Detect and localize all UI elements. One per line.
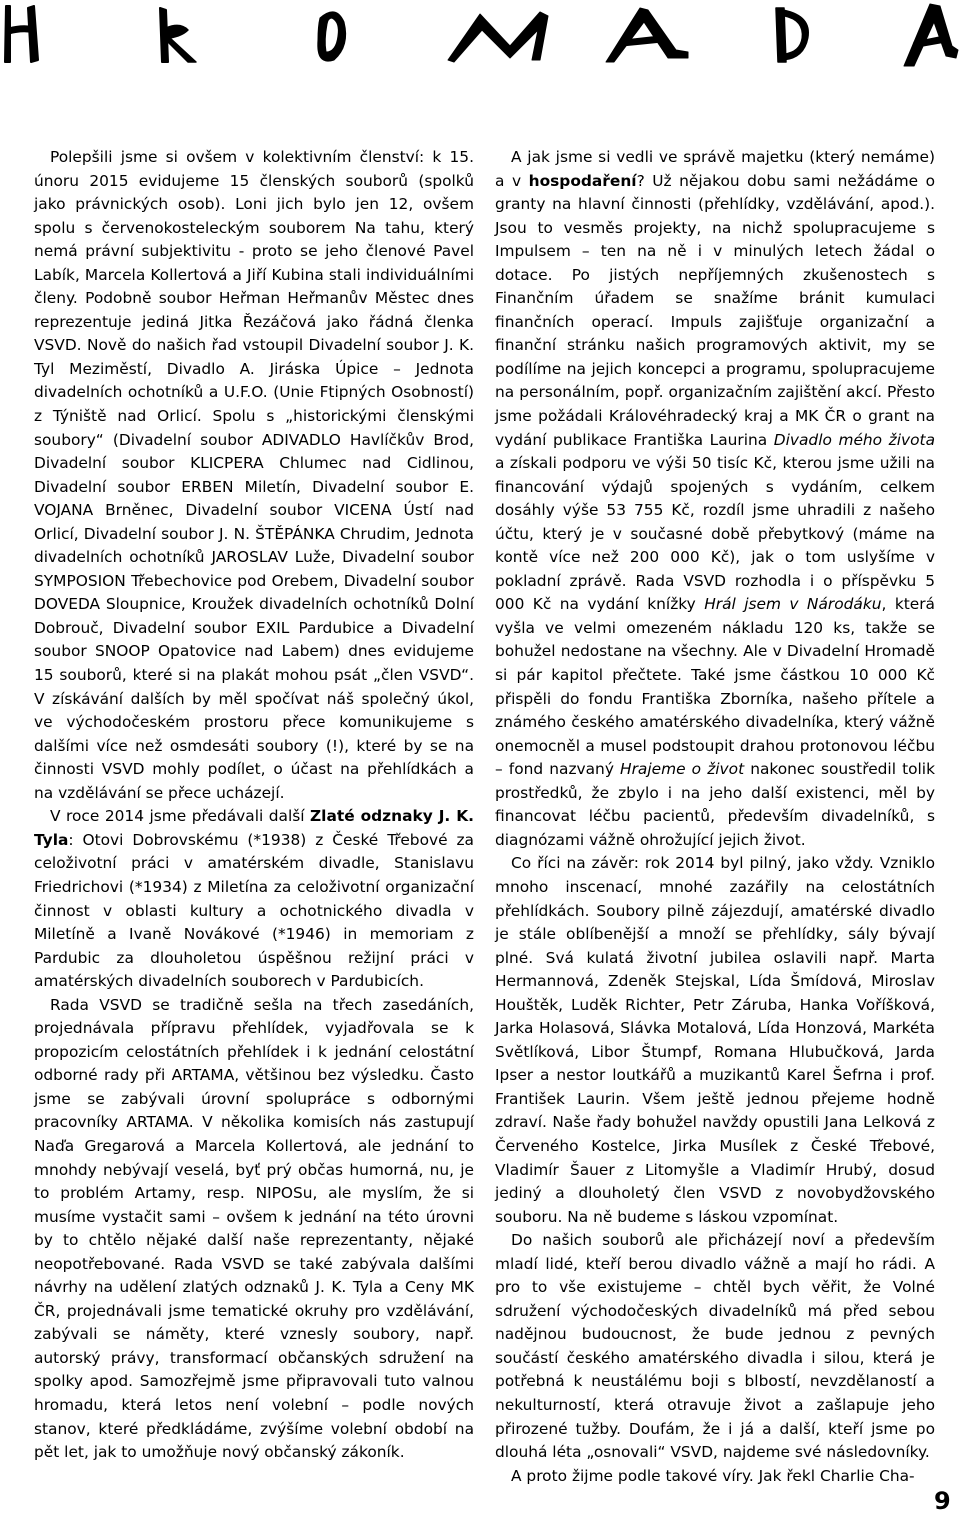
article-column-left: [34, 146, 474, 1465]
hromada-logo-art: [0, 0, 960, 76]
paragraph-conclusion: Co říci na závěr: rok 2014 byl pilný, jako vždy. Vzniklo mnoho inscenací, mnohé zazářily na celostátních přehlídkách. Soubory pilně zájezdují, amatérské divadlo je stále oblíbenější a množí se přehlídky, sály bývají plné. Svá kulatá životní jubilea oslavili např. Marta Hermannová, Zdeněk Stejskal, Lída Šmídová, Miroslav Houštěk, Luděk Richter, Petr Záruba, Hanka Voříšková, Jarka Holasová, Slávka Motalová, Lída Honzová, Markéta Světlíková, Libor Štumpf, Romana Hlubučková, Jarda Ipser a nestor loutkářů a muzikantů Karel Šefrna i prof. František Laurin. Všem ještě jednou přejeme hodně zdraví. Naše řady bohužel navždy opustili Jana Lelková z Červeného Kostelce, Jirka Musílek z České Třebové, Vladimír Šauer z Litomyšle a Vladimír Hrubý, dosud jediný a dlouholetý člen VSVD z novobydžovského souboru. Na ně budeme s láskou vzpomínat.: [495, 854, 935, 1226]
text-run: nakonec soustředil tolik prostředků, že zbylo i na jeho další existenci, měl by financovat léčbu pacientů, především divadelníků, s diagnózami vážně ohrožující jejich život.: [495, 760, 936, 849]
paragraph-awards: [34, 805, 474, 993]
italic-title-book-2: Hrál jsem v Národáku: [704, 595, 882, 614]
italic-title-fund: Hrajeme o život: [620, 760, 745, 779]
italic-title-book-1: Divadlo mého života: [773, 430, 935, 449]
text-run: : Otovi Dobrovskému (*1938) z České Třebové za celoživotní práci v amatérském divadle, Stanislavu Friedrichovi (*1934) z Miletína za celoživotní organizační činnost v oblasti kultury a ochotnického divadla v Miletíně a Ivaně Novákové (*1946) in memoriam z Pardubic za dlouholetou úspěšnou režijní práci v amatérských divadelních souborech v Pardubicích.: [34, 830, 474, 991]
paragraph-finances: [495, 146, 935, 852]
text-run: a získali podporu ve výši 50 tisíc Kč, kterou jsme užili na financování výdajů spojených s vydáním, celkem dosáhly výše 53 755 Kč, rozdíl jsme uhradili z našeho účtu, který je v současné době přebytkový (máme na kontě více než 200 000 Kč), jak o tom uslyšíme v pokladní zprávě. Rada VSVD rozhodla i o příspěvku 5 000 Kč na vydání knížky: [495, 454, 935, 614]
page-number: 9: [934, 1487, 951, 1515]
text-run: V roce 2014 jsme předávali další: [50, 807, 311, 826]
text-run: , která vyšla ve velmi omezeném nákladu 120 ks, takže se bohužel nedostane na všechny. Ale v Divadelní Hromadě si pár kapitol přečtete. Také jsme částkou 10 000 Kč přispěli do fondu Františka Zborníka, našeho přítele a známého českého amatérského divadelníka, který vážně onemocněl a musel podstoupit drahou protonovou léčbu – fond nazvaný: [495, 595, 935, 779]
bold-phrase-awards: Zlaté odznaky J. K. Tyla: [34, 807, 474, 849]
text-run: A jak jsme si vedli ve správě majetku (který nemáme) a v: [495, 148, 935, 190]
paragraph-future: Do našich souborů ale přicházejí noví a především mladí lidé, kteří berou divadlo vážně a mají ho rádi. A pro to vše existujeme – chtěl bych věřit, že Volné sdružení východočeských divadelníků má před sebou nadějnou budoucnost, že bude jednou z pevných součástí českého amatérského divadla i silou, která je potřebná k neustálému boji s blbostí, nevzdělaností a nekulturností, která otravuje život a zašlapuje jeho přirozené tužby. Doufám, že i já a další, kteří jsme po dlouhá léta „osnovali“ VSVD, najdeme své následovníky.: [495, 1231, 935, 1462]
paragraph-closing: A proto žijme podle takové víry. Jak řekl Charlie Cha-: [511, 1466, 915, 1485]
paragraph-council: Rada VSVD se tradičně sešla na třech zasedáních, projednávala přípravu přehlídek, vyjadřovala se k propozicím celostátních přehlídek i k jednání celostátní odborné rady při ARTAMA, většinou bez výsledku. Často jsme se zabývali úrovní spolupráce s odbornými pracovníky ARTAMA. V několika komisích nás zastupují Naďa Gregarová a Marcela Kollertová, ale jednání to mnohdy nebývají veselá, byť prý občas humorná, nu, je to problém Artamy, resp. NIPOSu, ale myslím, že si musíme vystačit sami – ovšem k jednání na této úrovni by to chtělo nějaké další naše reprezentanty, nějaké neopotřebované. Rada VSVD se také zabývala dalšími návrhy na udělení zlatých odznaků J. K. Tyla a Ceny MK ČR, projednávali jsme tematické okruhy pro vzdělávání, zabývali se náměty, které vznesly soubory, např. autorský právy, transformací občanských sdružení na spolky apod. Samozřejmě jsme připravovali tuto valnou hromadu, která letos není volební – podle nových stanov, které předkládáme, zvýšíme volební období na pět let, jak to umožňuje nový občanský zákoník.: [34, 995, 474, 1462]
bold-phrase-finances: hospodaření: [528, 171, 637, 190]
text-run: ? Už nějakou dobu sami nežádáme o granty na hlavní činnosti (přehlídky, vzdělávání, apod.). Jsou to vesměs projekty, na nichž spolupracujeme s Impulsem – ten na ně i v minulých letech žádal o dotace. Po jistých nepříjemných zkušenostech s Finančním úřadem se snažíme bránit kumulaci finančních operací. Impuls zajišťuje organizační a finanční stránku našich programových aktivit, my se podílíme na jejich koncepci a programu, spolupracujeme na personálním, popř. organizačním zajištění akcí. Přesto jsme požádali Královéhradecký kraj a MK ČR o grant na vydání publikace Františka Laurina: [495, 171, 935, 449]
masthead-logo: [0, 0, 960, 76]
paragraph-membership: Polepšili jsme si ovšem v kolektivním členství: k 15. únoru 2015 evidujeme 15 členských souborů (spolků jako právnických osob). Loni jich bylo jen 12, ovšem spolu s červenokosteleckým souborem Na tahu, který nemá právní subjektivitu - proto se jeho členové Pavel Labík, Marcela Kollertová a Jiří Kubina stali individuálními členy. Podobně soubor Heřman Heřmanův Městec dnes reprezentuje jediná Jitka Řezáčová jako řádná členka VSVD. Nově do našich řad vstoupil Divadelní soubor J. K. Tyl Meziměstí, Divadlo A. Jiráska Úpice – Jednota divadelních ochotníků a U.F.O. (Unie Ftipných Osobností) z Týniště nad Orlicí. Spolu s „historickými členskými soubory“ (Divadelní soubor ADIVADLO Havlíčkův Brod, Divadelní soubor KLICPERA Chlumec nad Cidlinou, Divadelní soubor ERBEN Miletín, Divadelní soubor E. VOJANA Brněnec, Divadelní soubor VICENA Ústí nad Orlicí, Divadelní soubor J. N. ŠTĚPÁNKA Chrudim, Jednota divadelních ochotníků JAROSLAV Luže, Divadelní soubor SYMPOSION Třebechovice pod Orebem, Divadelní soubor DOVEDA Sloupnice, Kroužek divadelních ochotníků Dolní Dobrouč, Divadelní soubor EXIL Pardubice a Divadelní soubor SNOOP Opatovice nad Labem) dnes evidujeme 15 souborů, které si na plakát mohou psát „člen VSVD“. V získávání dalších by měl spočívat náš společný úkol, ve východočeském prostoru přece komunikujeme s dalšími více než osmdesáti soubory (!), které by se na činnosti VSVD mohly podílet, o účast na přehlídkách a na vzdělávání se přece ucházejí.: [34, 148, 474, 802]
article-column-right: [495, 146, 935, 1488]
